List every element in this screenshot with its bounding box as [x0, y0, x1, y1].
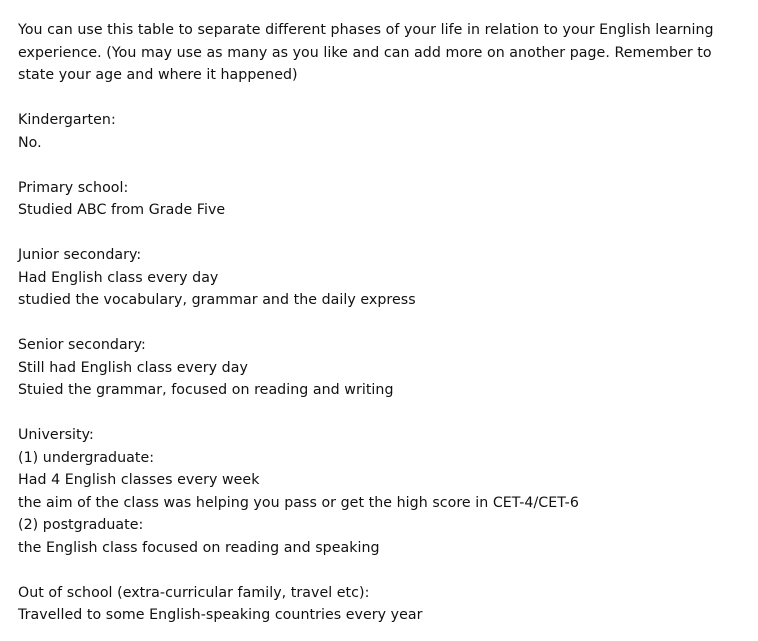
section-primary-school — [18, 177, 748, 222]
intro-paragraph — [18, 19, 748, 87]
section-line: Had 4 English classes every week — [18, 472, 260, 488]
blank-line — [18, 154, 748, 177]
intro-line: experience. (You may use as many as you like and can add more on another page. Remember to — [18, 44, 712, 61]
section-senior-secondary — [18, 334, 748, 402]
section-heading: University: — [18, 427, 94, 443]
intro-line: state your age and where it happened) — [18, 67, 298, 83]
section-heading: Senior secondary: — [18, 337, 146, 353]
blank-line — [18, 559, 748, 582]
document-body — [18, 19, 748, 627]
section-line: Still had English class every day — [18, 359, 248, 376]
section-line: studied the vocabulary, grammar and the daily express — [18, 292, 416, 308]
section-line: Travelled to some English-speaking countries every year — [18, 607, 423, 623]
section-heading: Junior secondary: — [18, 247, 142, 263]
section-line: Stuied the grammar, focused on reading and writing — [18, 382, 394, 398]
blank-line — [18, 402, 748, 425]
section-out-of-school — [18, 582, 748, 627]
section-line: (2) postgraduate: — [18, 517, 144, 533]
section-junior-secondary — [18, 244, 748, 312]
section-heading: Kindergarten: — [18, 112, 116, 128]
section-heading: Out of school (extra-curricular family, travel etc): — [18, 584, 370, 601]
section-university — [18, 424, 748, 559]
section-heading: Primary school: — [18, 179, 129, 196]
section-line: the English class focused on reading and speaking — [18, 539, 380, 556]
section-line: Studied ABC from Grade Five — [18, 202, 226, 218]
blank-line — [18, 222, 748, 245]
section-line: the aim of the class was helping you pass or get the high score in CET-4/CET-6 — [18, 494, 579, 511]
section-line: Had English class every day — [18, 269, 219, 286]
blank-line — [18, 87, 748, 110]
section-kindergarten — [18, 109, 748, 154]
blank-line — [18, 312, 748, 335]
section-line: No. — [18, 134, 42, 151]
intro-line: You can use this table to separate different phases of your life in relation to your English learning — [18, 22, 714, 38]
section-line: (1) undergraduate: — [18, 449, 155, 466]
